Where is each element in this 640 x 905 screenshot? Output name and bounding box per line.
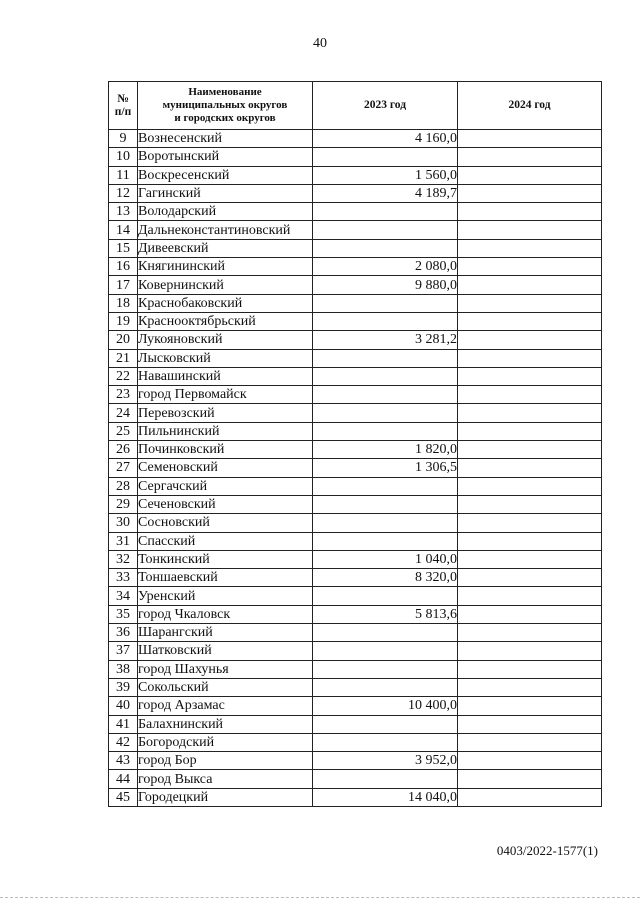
row-value-2024 <box>458 294 602 312</box>
row-num: 23 <box>109 386 138 404</box>
row-value-2023: 1 040,0 <box>313 550 458 568</box>
row-num: 41 <box>109 715 138 733</box>
row-value-2024 <box>458 349 602 367</box>
row-name: Тонкинский <box>138 550 313 568</box>
row-value-2024 <box>458 752 602 770</box>
row-name: Семеновский <box>138 459 313 477</box>
table-row <box>109 495 602 513</box>
row-value-2024 <box>458 514 602 532</box>
row-num: 28 <box>109 477 138 495</box>
row-value-2023 <box>313 203 458 221</box>
row-value-2023 <box>313 367 458 385</box>
row-name: Спасский <box>138 532 313 550</box>
row-value-2024 <box>458 788 602 806</box>
row-num: 27 <box>109 459 138 477</box>
row-num: 12 <box>109 184 138 202</box>
row-name: Лукояновский <box>138 331 313 349</box>
row-value-2024 <box>458 605 602 623</box>
row-value-2024 <box>458 495 602 513</box>
row-num: 37 <box>109 642 138 660</box>
row-value-2023 <box>313 221 458 239</box>
table-row <box>109 184 602 202</box>
row-name: Пильнинский <box>138 422 313 440</box>
row-value-2024 <box>458 550 602 568</box>
table-row <box>109 477 602 495</box>
row-name: Тоншаевский <box>138 569 313 587</box>
row-num: 13 <box>109 203 138 221</box>
row-value-2024 <box>458 276 602 294</box>
row-value-2023 <box>313 642 458 660</box>
row-value-2023: 4 160,0 <box>313 130 458 148</box>
row-name: Лысковский <box>138 349 313 367</box>
row-num: 26 <box>109 441 138 459</box>
row-value-2023 <box>313 148 458 166</box>
row-value-2024 <box>458 733 602 751</box>
row-value-2024 <box>458 715 602 733</box>
row-name: Сеченовский <box>138 495 313 513</box>
row-value-2023: 14 040,0 <box>313 788 458 806</box>
row-name: Ковернинский <box>138 276 313 294</box>
row-name: Перевозский <box>138 404 313 422</box>
table-row <box>109 221 602 239</box>
row-value-2024 <box>458 770 602 788</box>
table-row <box>109 514 602 532</box>
row-value-2024 <box>458 239 602 257</box>
table-row <box>109 550 602 568</box>
row-num: 42 <box>109 733 138 751</box>
row-value-2024 <box>458 642 602 660</box>
row-name: Гагинский <box>138 184 313 202</box>
row-value-2023: 8 320,0 <box>313 569 458 587</box>
table-row <box>109 148 602 166</box>
row-num: 11 <box>109 166 138 184</box>
table-row <box>109 660 602 678</box>
row-value-2024 <box>458 678 602 696</box>
row-value-2023: 9 880,0 <box>313 276 458 294</box>
row-name: Сокольский <box>138 678 313 696</box>
table-row <box>109 239 602 257</box>
row-value-2024 <box>458 331 602 349</box>
row-value-2024 <box>458 404 602 422</box>
row-num: 21 <box>109 349 138 367</box>
row-name: Сосновский <box>138 514 313 532</box>
row-num: 25 <box>109 422 138 440</box>
row-num: 40 <box>109 697 138 715</box>
row-name: город Шахунья <box>138 660 313 678</box>
row-value-2024 <box>458 203 602 221</box>
row-value-2023 <box>313 624 458 642</box>
row-value-2023 <box>313 678 458 696</box>
row-name: Дивеевский <box>138 239 313 257</box>
row-name: Дальнеконстантиновский <box>138 221 313 239</box>
header-num-label: № п/п <box>114 92 132 118</box>
row-name: город Чкаловск <box>138 605 313 623</box>
row-num: 38 <box>109 660 138 678</box>
table-row <box>109 788 602 806</box>
header-name-label: Наименование муниципальных округов и городских округов <box>162 86 288 124</box>
table-row <box>109 733 602 751</box>
row-value-2023 <box>313 715 458 733</box>
row-value-2023 <box>313 770 458 788</box>
row-value-2023: 2 080,0 <box>313 258 458 276</box>
row-value-2023 <box>313 294 458 312</box>
table-row <box>109 532 602 550</box>
row-value-2023: 1 560,0 <box>313 166 458 184</box>
table-row <box>109 642 602 660</box>
row-value-2023 <box>313 514 458 532</box>
table-row <box>109 331 602 349</box>
header-name <box>138 82 313 130</box>
row-value-2023 <box>313 404 458 422</box>
table-row <box>109 697 602 715</box>
table-row <box>109 404 602 422</box>
table-row <box>109 386 602 404</box>
row-value-2024 <box>458 569 602 587</box>
row-num: 19 <box>109 312 138 330</box>
row-value-2023 <box>313 422 458 440</box>
table-row <box>109 276 602 294</box>
row-value-2023 <box>313 386 458 404</box>
header-2023: 2023 год <box>313 82 458 130</box>
row-name: город Выкса <box>138 770 313 788</box>
scan-edge-line <box>0 897 640 898</box>
table-row <box>109 349 602 367</box>
row-num: 35 <box>109 605 138 623</box>
header-num <box>109 82 138 130</box>
row-value-2024 <box>458 459 602 477</box>
row-value-2024 <box>458 660 602 678</box>
row-num: 43 <box>109 752 138 770</box>
row-name: Городецкий <box>138 788 313 806</box>
row-value-2023: 1 306,5 <box>313 459 458 477</box>
row-value-2024 <box>458 624 602 642</box>
row-value-2024 <box>458 130 602 148</box>
table-row <box>109 258 602 276</box>
table-row <box>109 312 602 330</box>
row-value-2024 <box>458 184 602 202</box>
row-value-2024 <box>458 477 602 495</box>
row-name: Починковский <box>138 441 313 459</box>
row-value-2023 <box>313 495 458 513</box>
row-value-2024 <box>458 312 602 330</box>
table-row <box>109 752 602 770</box>
row-name: город Арзамас <box>138 697 313 715</box>
row-name: Богородский <box>138 733 313 751</box>
row-name: Володарский <box>138 203 313 221</box>
row-name: город Первомайск <box>138 386 313 404</box>
row-value-2024 <box>458 532 602 550</box>
row-value-2024 <box>458 221 602 239</box>
row-value-2024 <box>458 422 602 440</box>
row-value-2023 <box>313 532 458 550</box>
row-name: Сергачский <box>138 477 313 495</box>
row-value-2023 <box>313 349 458 367</box>
table-header-row <box>109 82 602 130</box>
header-2024: 2024 год <box>458 82 602 130</box>
row-num: 45 <box>109 788 138 806</box>
table-row <box>109 770 602 788</box>
row-name: Уренский <box>138 587 313 605</box>
row-value-2024 <box>458 441 602 459</box>
table-row <box>109 459 602 477</box>
row-num: 10 <box>109 148 138 166</box>
row-value-2023: 4 189,7 <box>313 184 458 202</box>
table-row <box>109 130 602 148</box>
row-num: 29 <box>109 495 138 513</box>
row-name: Балахнинский <box>138 715 313 733</box>
row-num: 36 <box>109 624 138 642</box>
row-name: Шатковский <box>138 642 313 660</box>
row-value-2023 <box>313 733 458 751</box>
table-row <box>109 624 602 642</box>
row-num: 14 <box>109 221 138 239</box>
table-row <box>109 678 602 696</box>
row-num: 17 <box>109 276 138 294</box>
row-value-2023 <box>313 660 458 678</box>
row-num: 9 <box>109 130 138 148</box>
row-value-2024 <box>458 697 602 715</box>
row-value-2024 <box>458 148 602 166</box>
row-num: 15 <box>109 239 138 257</box>
row-value-2024 <box>458 258 602 276</box>
row-name: Краснобаковский <box>138 294 313 312</box>
row-num: 44 <box>109 770 138 788</box>
row-name: Воротынский <box>138 148 313 166</box>
table-row <box>109 605 602 623</box>
row-num: 30 <box>109 514 138 532</box>
row-num: 32 <box>109 550 138 568</box>
table-row <box>109 367 602 385</box>
row-name: Воскресенский <box>138 166 313 184</box>
row-value-2023: 10 400,0 <box>313 697 458 715</box>
row-value-2024 <box>458 367 602 385</box>
document-code: 0403/2022-1577(1) <box>496 843 598 858</box>
table-row <box>109 587 602 605</box>
row-value-2023: 1 820,0 <box>313 441 458 459</box>
row-value-2023 <box>313 239 458 257</box>
table-row <box>109 569 602 587</box>
row-num: 16 <box>109 258 138 276</box>
table-row <box>109 294 602 312</box>
row-num: 31 <box>109 532 138 550</box>
row-name: Навашинский <box>138 367 313 385</box>
row-value-2023: 3 952,0 <box>313 752 458 770</box>
row-name: город Бор <box>138 752 313 770</box>
row-value-2024 <box>458 386 602 404</box>
page-number: 40 <box>313 36 327 51</box>
table-row <box>109 715 602 733</box>
row-value-2024 <box>458 166 602 184</box>
row-num: 33 <box>109 569 138 587</box>
row-value-2023 <box>313 587 458 605</box>
table-row <box>109 166 602 184</box>
row-value-2023 <box>313 312 458 330</box>
row-value-2023 <box>313 477 458 495</box>
row-num: 22 <box>109 367 138 385</box>
row-num: 18 <box>109 294 138 312</box>
row-name: Вознесенский <box>138 130 313 148</box>
row-num: 24 <box>109 404 138 422</box>
table-row <box>109 203 602 221</box>
row-name: Краснооктябрьский <box>138 312 313 330</box>
table-row <box>109 422 602 440</box>
row-name: Княгининский <box>138 258 313 276</box>
row-num: 20 <box>109 331 138 349</box>
row-value-2024 <box>458 587 602 605</box>
table-row <box>109 441 602 459</box>
row-num: 34 <box>109 587 138 605</box>
table-body <box>109 130 602 807</box>
row-num: 39 <box>109 678 138 696</box>
row-name: Шарангский <box>138 624 313 642</box>
row-value-2023: 3 281,2 <box>313 331 458 349</box>
row-value-2023: 5 813,6 <box>313 605 458 623</box>
districts-table <box>108 81 602 807</box>
